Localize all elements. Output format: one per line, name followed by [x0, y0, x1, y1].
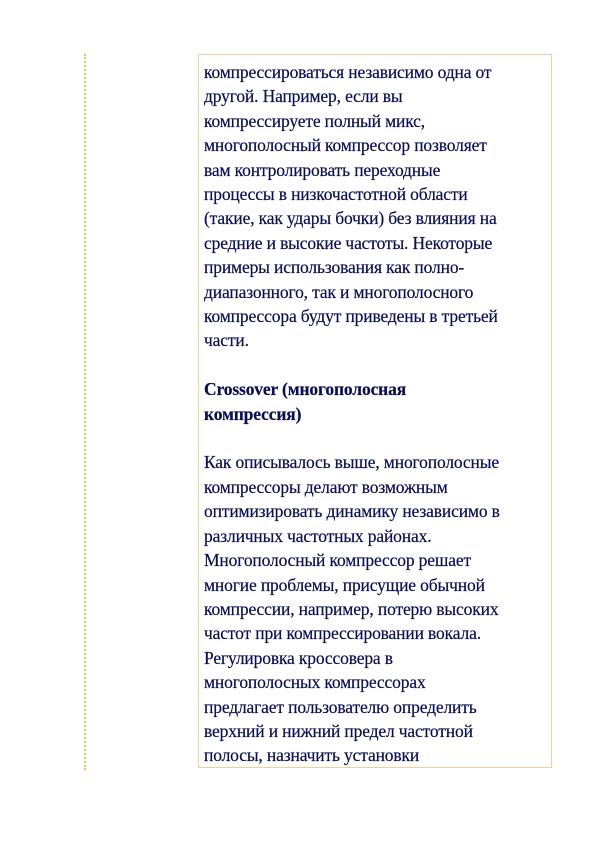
text-line: различных частотных районах.	[204, 525, 432, 546]
text-line: многополосных компрессорах	[204, 672, 426, 693]
text-line: процессы в низкочастотной области	[204, 184, 468, 205]
text-line: компрессироваться независимо одна от	[204, 62, 492, 82]
heading-line: компрессия)	[204, 403, 302, 424]
text-line: оптимизировать динамику независимо в	[204, 501, 500, 522]
text-line: (такие, как удары бочки) без влияния на	[204, 208, 497, 229]
text-line: полосы, назначить установки	[204, 745, 420, 766]
text-line: примеры использования как полно-	[204, 257, 465, 278]
text-line: Регулировка кроссовера в	[204, 647, 393, 668]
text-line: Как описывалось выше, многополосные	[204, 452, 499, 473]
text-line: компрессируете полный микс,	[204, 110, 425, 131]
text-line: диапазонного, так и многополосного	[204, 281, 474, 302]
text-line: части.	[204, 330, 249, 351]
text-line: верхний и нижний предел частотной	[204, 720, 473, 741]
text-line: компрессора будут приведены в третьей	[204, 306, 498, 327]
text-line: другой. Например, если вы	[204, 86, 403, 107]
text-line: предлагает пользователю определить	[204, 696, 477, 717]
heading-line: Crossover (многополосная	[204, 379, 407, 400]
text-line: многополосный компрессор позволяет	[204, 135, 487, 156]
text-line: компрессии, например, потерю высоких	[204, 598, 499, 619]
page-text	[204, 60, 564, 768]
text-line: многие проблемы, присущие обычной	[204, 574, 485, 595]
paragraph-compression-intro	[204, 60, 564, 353]
paragraph-gap	[204, 353, 564, 377]
paragraph-gap	[204, 426, 564, 450]
text-line: частот при компрессировании вокала.	[204, 623, 481, 644]
text-line: вам контролировать переходные	[204, 159, 441, 180]
text-line: средние и высокие частоты. Некоторые	[204, 232, 493, 253]
text-line: компрессоры делают возможным	[204, 476, 448, 497]
margin-dotted-line	[84, 54, 86, 770]
text-line: Многополосный компрессор решает	[204, 550, 471, 571]
paragraph-multiband-compression	[204, 450, 564, 767]
section-heading-crossover	[204, 377, 564, 426]
